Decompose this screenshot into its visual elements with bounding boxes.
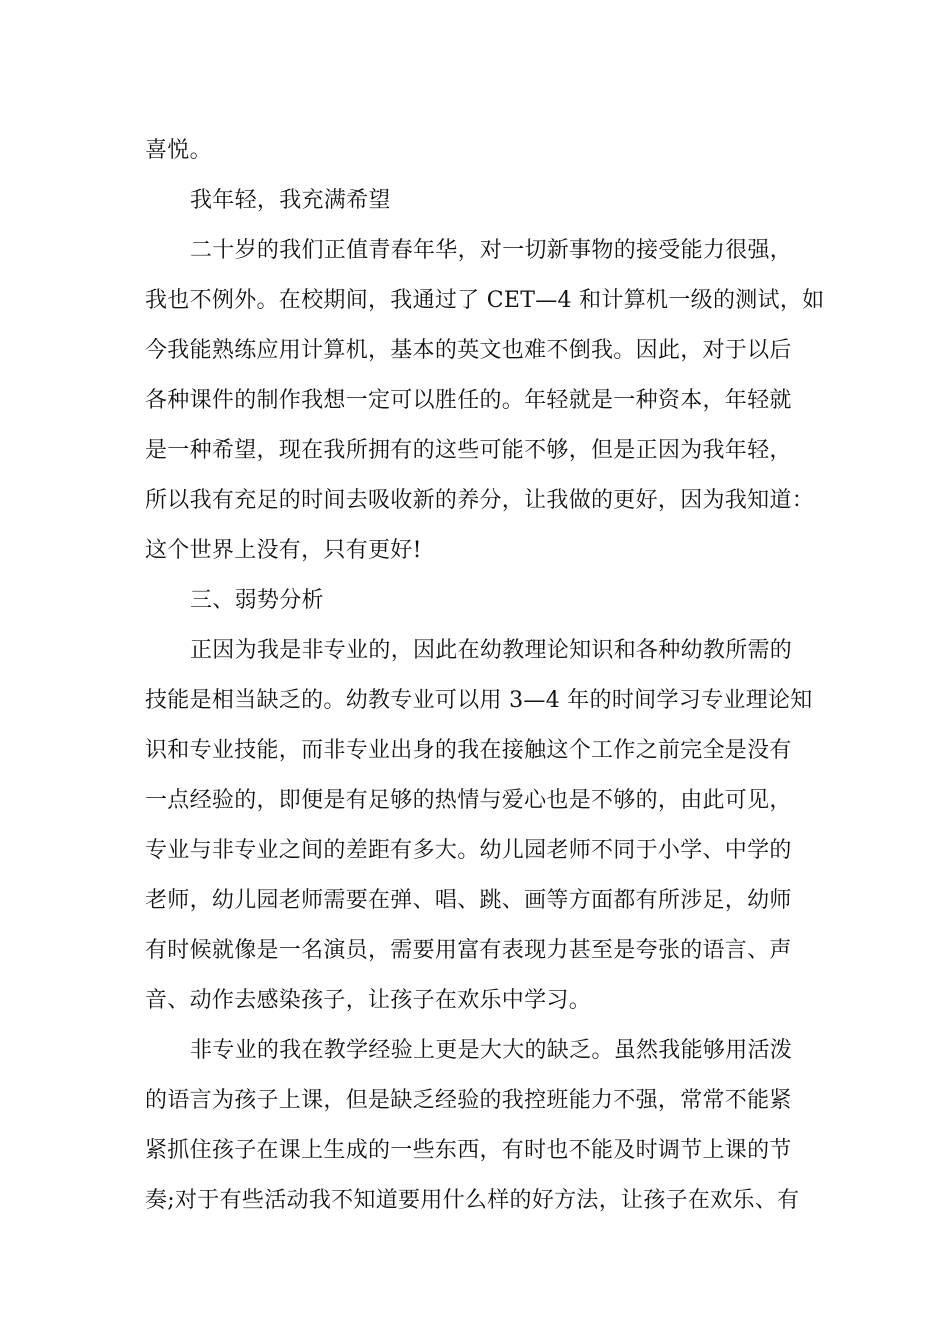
section-heading: 三、弱势分析 <box>190 588 324 613</box>
text-line: 音、动作去感染孩子，让孩子在欢乐中学习。 <box>145 988 592 1013</box>
text-line: 技能是相当缺乏的。幼教专业可以用 3—4 年的时间学习专业理论知 <box>145 688 813 713</box>
text-line: 专业与非专业之间的差距有多大。幼儿园老师不同于小学、中学的 <box>145 838 792 863</box>
text-line: 这个世界上没有，只有更好! <box>145 538 422 563</box>
text-line: 所以我有充足的时间去吸收新的养分，让我做的更好，因为我知道： <box>145 488 815 513</box>
text-line: 的语言为孩子上课，但是缺乏经验的我控班能力不强，常常不能紧 <box>145 1088 792 1113</box>
text-line: 我也不例外。在校期间，我通过了 CET—4 和计算机一级的测试，如 <box>145 288 825 313</box>
text-line: 各种课件的制作我想一定可以胜任的。年轻就是一种资本，年轻就 <box>145 388 792 413</box>
text-line: 喜悦。 <box>145 138 212 163</box>
text-line: 今我能熟练应用计算机，基本的英文也难不倒我。因此，对于以后 <box>145 338 792 363</box>
text-line: 紧抓住孩子在课上生成的一些东西，有时也不能及时调节上课的节 <box>145 1138 792 1163</box>
text-line: 一点经验的，即便是有足够的热情与爱心也是不够的，由此可见， <box>145 788 792 813</box>
text-line: 识和专业技能，而非专业出身的我在接触这个工作之前完全是没有 <box>145 738 792 763</box>
text-line: 非专业的我在教学经验上更是大大的缺乏。虽然我能够用活泼 <box>190 1038 793 1063</box>
text-line: 老师，幼儿园老师需要在弹、唱、跳、画等方面都有所涉足，幼师 <box>145 888 792 913</box>
text-line: 二十岁的我们正值青春年华，对一切新事物的接受能力很强， <box>190 238 793 263</box>
section-heading: 我年轻，我充满希望 <box>190 188 391 213</box>
text-line: 有时候就像是一名演员，需要用富有表现力甚至是夸张的语言、声 <box>145 938 792 963</box>
text-line: 奏;对于有些活动我不知道要用什么样的好方法，让孩子在欢乐、有 <box>145 1188 800 1213</box>
text-line: 是一种希望，现在我所拥有的这些可能不够，但是正因为我年轻， <box>145 438 792 463</box>
text-line: 正因为我是非专业的，因此在幼教理论知识和各种幼教所需的 <box>190 638 793 663</box>
